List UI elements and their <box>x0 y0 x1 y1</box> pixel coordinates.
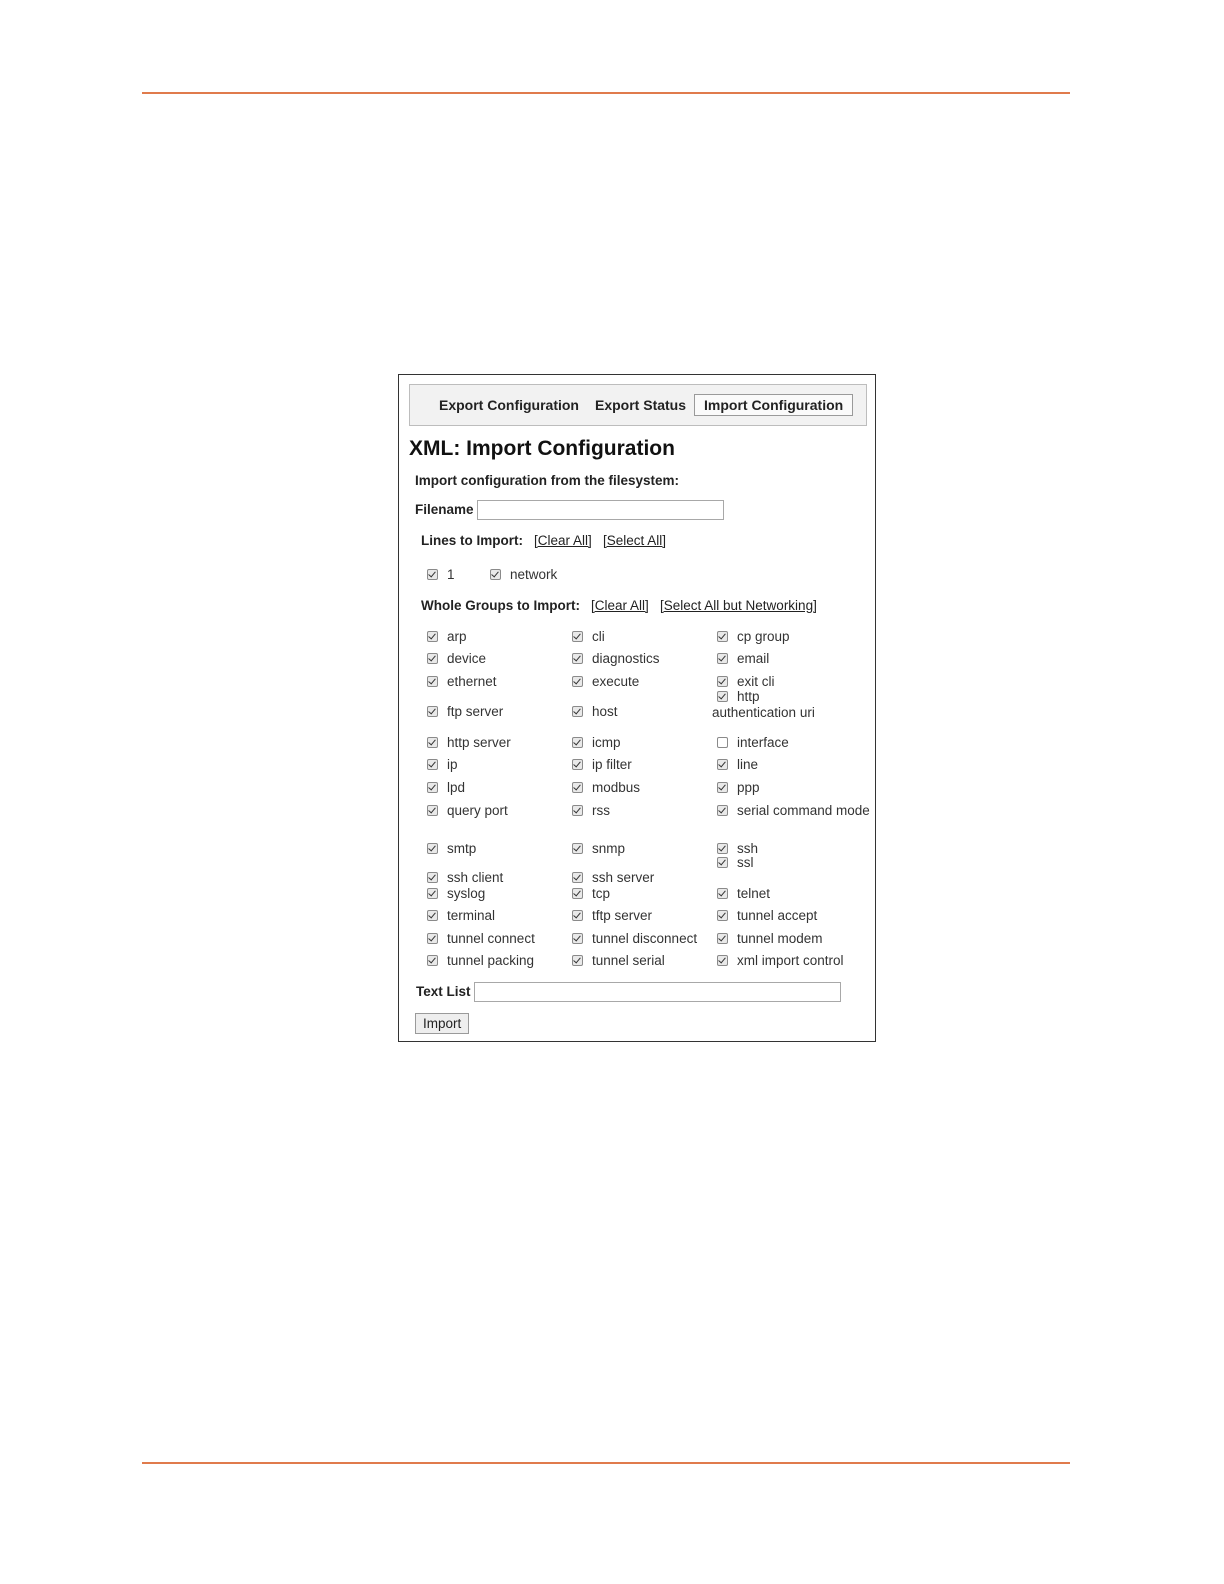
checkbox-network[interactable] <box>490 569 501 580</box>
checkbox-tunnel-accept[interactable] <box>717 910 728 921</box>
option-label: tunnel modem <box>737 931 823 946</box>
checkbox-ethernet[interactable] <box>427 676 438 687</box>
groups-select-all-but-networking-text: [Select All but Networking] <box>660 598 817 613</box>
checkbox-http-server[interactable] <box>427 737 438 748</box>
option-label: device <box>447 651 487 666</box>
option-label: arp <box>447 629 467 644</box>
option-label: smtp <box>447 841 477 856</box>
checkbox-execute[interactable] <box>572 676 583 687</box>
option-label: exit cli <box>737 674 775 689</box>
lines-select-all-link[interactable] <box>603 533 666 548</box>
tab-bar <box>409 384 867 426</box>
option-label: tunnel connect <box>447 931 535 946</box>
filename-input[interactable] <box>477 500 724 520</box>
whole-groups-label: Whole Groups to Import: <box>421 598 580 613</box>
checkbox-telnet[interactable] <box>717 888 728 899</box>
option-label: ssh client <box>447 870 504 885</box>
checkbox-tftp-server[interactable] <box>572 910 583 921</box>
option-label: host <box>592 704 618 719</box>
option-label: tcp <box>592 886 611 901</box>
option-label: ssl <box>737 855 754 870</box>
import-button[interactable]: Import <box>415 1013 469 1034</box>
checkbox-query-port[interactable] <box>427 805 438 816</box>
option-label: ssh server <box>592 870 655 885</box>
checkbox-tunnel-serial[interactable] <box>572 955 583 966</box>
checkbox-ppp[interactable] <box>717 782 728 793</box>
checkbox-terminal[interactable] <box>427 910 438 921</box>
checkbox-ssh[interactable] <box>717 843 728 854</box>
checkbox-exit-cli[interactable] <box>717 676 728 687</box>
option-label: diagnostics <box>592 651 660 666</box>
option-label: snmp <box>592 841 626 856</box>
checkbox-host[interactable] <box>572 706 583 717</box>
option-label: network <box>510 567 558 582</box>
lines-clear-all-link[interactable] <box>534 533 592 548</box>
checkbox-rss[interactable] <box>572 805 583 816</box>
option-label: xml import control <box>737 953 844 968</box>
option-label: cli <box>592 629 605 644</box>
option-label: execute <box>592 674 640 689</box>
checkbox-tunnel-disconnect[interactable] <box>572 933 583 944</box>
checkbox-ssh-server[interactable] <box>572 872 583 883</box>
checkbox-email[interactable] <box>717 653 728 664</box>
checkbox-arp[interactable] <box>427 631 438 642</box>
tab-export-configuration[interactable]: Export Configuration <box>439 397 579 413</box>
checkbox-diagnostics[interactable] <box>572 653 583 664</box>
option-label: email <box>737 651 770 666</box>
checkbox-1[interactable] <box>427 569 438 580</box>
option-label: ip <box>447 757 458 772</box>
option-label: cp group <box>737 629 790 644</box>
filename-label: Filename <box>415 502 474 517</box>
footer-rule <box>142 1462 1070 1464</box>
checkbox-cli[interactable] <box>572 631 583 642</box>
option-label: query port <box>447 803 508 818</box>
checkbox-icmp[interactable] <box>572 737 583 748</box>
checkbox-cp-group[interactable] <box>717 631 728 642</box>
checkbox-line[interactable] <box>717 759 728 770</box>
lines-to-import-label: Lines to Import: <box>421 533 523 548</box>
option-label: tunnel disconnect <box>592 931 698 946</box>
checkbox-lpd[interactable] <box>427 782 438 793</box>
checkbox-modbus[interactable] <box>572 782 583 793</box>
checkbox-device[interactable] <box>427 653 438 664</box>
option-label: tunnel serial <box>592 953 665 968</box>
checkbox-smtp[interactable] <box>427 843 438 854</box>
option-label: http authentication uri <box>712 689 815 720</box>
option-label: ftp server <box>447 704 504 719</box>
option-label: ppp <box>737 780 760 795</box>
tab-import-configuration[interactable]: Import Configuration <box>694 394 853 416</box>
checkbox-tcp[interactable] <box>572 888 583 899</box>
option-label: ssh <box>737 841 759 856</box>
import-configuration-panel <box>398 374 876 1042</box>
groups-select-all-but-networking-link[interactable] <box>660 598 817 613</box>
option-label: 1 <box>447 567 455 582</box>
option-label: ethernet <box>447 674 497 689</box>
checkbox-syslog[interactable] <box>427 888 438 899</box>
option-label: telnet <box>737 886 771 901</box>
option-label: icmp <box>592 735 621 750</box>
header-rule <box>142 92 1070 94</box>
groups-clear-all-link[interactable] <box>591 598 649 613</box>
tab-export-status[interactable]: Export Status <box>595 397 687 413</box>
checkbox-serial-command-mode[interactable] <box>717 805 728 816</box>
checkbox-ip-filter[interactable] <box>572 759 583 770</box>
import-intro-text: Import configuration from the filesystem: <box>415 473 680 488</box>
option-label: tftp server <box>592 908 653 923</box>
option-label: serial command mode <box>737 803 870 818</box>
option-label: http server <box>447 735 511 750</box>
option-label: lpd <box>447 780 466 795</box>
option-label: terminal <box>447 908 496 923</box>
checkbox-interface[interactable] <box>717 737 728 748</box>
checkbox-tunnel-modem[interactable] <box>717 933 728 944</box>
checkbox-ssh-client[interactable] <box>427 872 438 883</box>
checkbox-tunnel-connect[interactable] <box>427 933 438 944</box>
groups-clear-all-text: [Clear All] <box>591 598 649 613</box>
checkbox-xml-import-control[interactable] <box>717 955 728 966</box>
lines-select-all-text: [Select All] <box>603 533 667 548</box>
page-title: XML: Import Configuration <box>409 437 675 460</box>
option-label: rss <box>592 803 610 818</box>
checkbox-snmp[interactable] <box>572 843 583 854</box>
option-label: ip filter <box>592 757 632 772</box>
text-list-input[interactable] <box>474 982 841 1002</box>
text-list-label: Text List <box>416 984 471 999</box>
option-label: tunnel packing <box>447 953 535 968</box>
option-label: syslog <box>447 886 486 901</box>
option-label: tunnel accept <box>737 908 818 923</box>
option-label: line <box>737 757 759 772</box>
option-label: interface <box>737 735 789 750</box>
option-label: modbus <box>592 780 641 795</box>
checkbox-ftp-server[interactable] <box>427 706 438 717</box>
lines-clear-all-text: [Clear All] <box>534 533 592 548</box>
checkbox-ip[interactable] <box>427 759 438 770</box>
checkbox-tunnel-packing[interactable] <box>427 955 438 966</box>
